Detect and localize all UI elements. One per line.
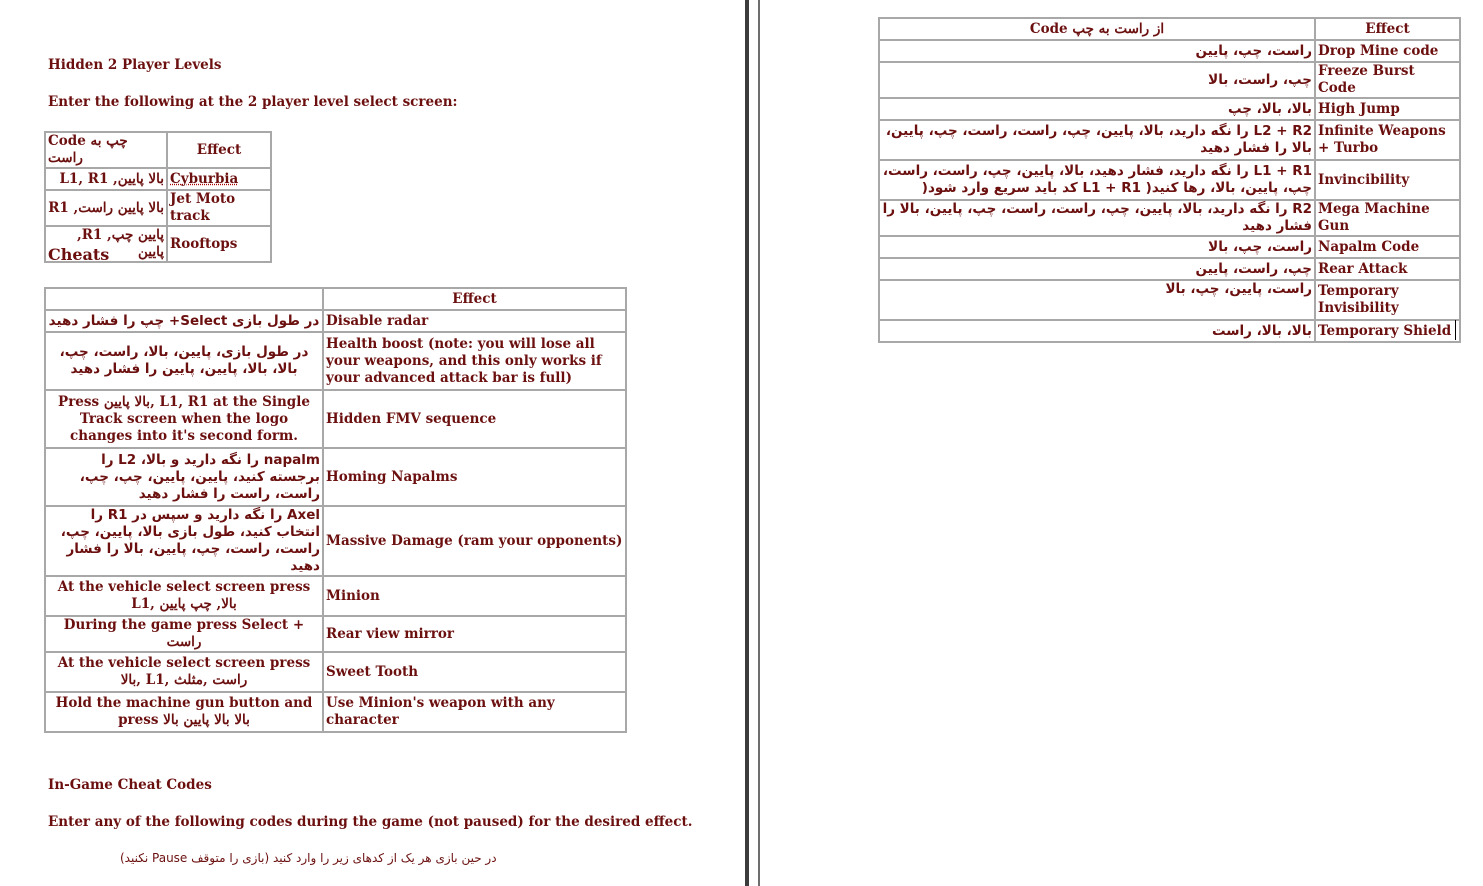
hidden-levels-intro: Enter the following at the 2 player level select screen:	[48, 94, 458, 110]
level-code: بالا پایین, L1, R1	[45, 168, 167, 190]
levels-table-header	[45, 132, 271, 168]
table-row	[45, 616, 626, 652]
table-row	[879, 40, 1460, 62]
code-cell: L1 + R1 را نگه دارید، فشار دهید، بالا، پایین، چپ، راست، راست، چپ، پایین، بالا، رها کنید( L1 + R1 کد باید سریع وارد شود(	[879, 160, 1315, 200]
table-row	[45, 652, 626, 692]
table-row	[879, 120, 1460, 160]
cheat-code: napalm را نگه دارید و بالا، L2 را برجسته کنید، پایین، پایین، چپ، چپ، راست، راست را فشار دهید	[45, 448, 323, 506]
table-row	[879, 200, 1460, 236]
table-row	[45, 390, 626, 448]
cheat-effect: Health boost (note: you will lose all your weapons, and this only works if your advanced attack bar is full)	[323, 332, 626, 390]
cheats-header-code	[45, 288, 323, 310]
level-code: پایین چپ, R1, پایین	[45, 226, 167, 262]
table-row	[45, 576, 626, 616]
ingame-title: In-Game Cheat Codes	[48, 777, 212, 793]
level-code: بالا پایین راست, R1	[45, 190, 167, 226]
text-cursor	[1455, 320, 1456, 340]
table-row	[879, 98, 1460, 120]
table-row	[45, 448, 626, 506]
code-cell: چپ، راست، پایین	[879, 258, 1315, 280]
effect-cell: Temporary Invisibility	[1315, 280, 1460, 320]
cheat-effect: Sweet Tooth	[323, 652, 626, 692]
table-row	[879, 236, 1460, 258]
levels-header-code: Code چپ به راست	[45, 132, 167, 168]
table-row	[879, 258, 1460, 280]
table-row	[879, 320, 1460, 342]
effect-cell: High Jump	[1315, 98, 1460, 120]
codes-header-code: Code از راست به چپ	[879, 18, 1315, 40]
level-effect: Rooftops	[167, 226, 271, 262]
cheat-effect: Homing Napalms	[323, 448, 626, 506]
cheat-effect: Disable radar	[323, 310, 626, 332]
code-cell: راست، پایین، چپ، بالا	[879, 280, 1315, 320]
cheat-code: At the vehicle select screen press بالا, L1, راست ,مثلث	[45, 652, 323, 692]
level-effect: Jet Moto track	[167, 190, 271, 226]
code-cell: بالا، بالا، چپ	[879, 98, 1315, 120]
effect-cell: Rear Attack	[1315, 258, 1460, 280]
cheat-effect: Use Minion's weapon with any character	[323, 692, 626, 732]
table-row	[879, 62, 1460, 98]
effect-cell: Drop Mine code	[1315, 40, 1460, 62]
table-row	[45, 310, 626, 332]
code-cell: R2 را نگه دارید، بالا، پایین، چپ، راست، راست، چپ، پایین، بالا را فشار دهید	[879, 200, 1315, 236]
page-separator	[745, 0, 762, 886]
effect-cell: Infinite Weapons + Turbo	[1315, 120, 1460, 160]
table-row	[45, 190, 271, 226]
table-row	[45, 506, 626, 576]
code-cell: L2 + R2 را نگه دارید، بالا، پایین، چپ، راست، راست، چپ، پایین، بالا را فشار دهید	[879, 120, 1315, 160]
cheat-code: Press بالا پایین, L1, R1 at the Single Track screen when the logo changes into it's second form.	[45, 390, 323, 448]
table-row	[45, 332, 626, 390]
table-row	[879, 160, 1460, 200]
cheats-header-effect: Effect	[323, 288, 626, 310]
levels-header-effect: Effect	[167, 132, 271, 168]
table-row	[879, 280, 1460, 320]
codes-table-header	[879, 18, 1460, 40]
effect-cell: Mega Machine Gun	[1315, 200, 1460, 236]
code-cell: چپ، راست، بالا	[879, 62, 1315, 98]
table-row	[45, 168, 271, 190]
ingame-intro-fa: در حین بازی هر یک از کدهای زیر را وارد کنید (بازی را متوقف Pause نکنید)	[120, 851, 497, 865]
cheat-code: During the game press Select + راست	[45, 616, 323, 652]
cheats-title: Cheats	[48, 245, 110, 264]
code-cell: راست، چپ، پایین	[879, 40, 1315, 62]
hidden-levels-title: Hidden 2 Player Levels	[48, 57, 222, 73]
effect-cell: Freeze Burst Code	[1315, 62, 1460, 98]
cheat-code: At the vehicle select screen press L1, بالا, چپ پایین	[45, 576, 323, 616]
codes-table	[878, 17, 1461, 343]
ingame-intro: Enter any of the following codes during the game (not paused) for the desired effect.	[48, 814, 693, 830]
code-cell: بالا، بالا، راست	[879, 320, 1315, 342]
cheat-effect: Hidden FMV sequence	[323, 390, 626, 448]
code-cell: راست، چپ، بالا	[879, 236, 1315, 258]
cheat-code: Axel را نگه دارید و سپس در R1 را انتخاب کنید، طول بازی بالا، پایین، چپ، راست، راست، چپ، پایین، بالا را فشار دهید	[45, 506, 323, 576]
cheat-effect: Minion	[323, 576, 626, 616]
cheat-code: در طول بازی، پایین، بالا، راست، چپ، بالا، بالا، پایین، پایین را فشار دهید	[45, 332, 323, 390]
levels-table	[44, 131, 272, 263]
effect-cell: Invincibility	[1315, 160, 1460, 200]
table-row	[45, 692, 626, 732]
cheat-code: Hold the machine gun button and press بالا بالا پایین بالا	[45, 692, 323, 732]
codes-header-effect: Effect	[1315, 18, 1460, 40]
right-document-page	[762, 0, 1483, 886]
level-effect: Cyburbia	[167, 168, 271, 190]
cheat-code: در طول بازی Select+ چپ را فشار دهید	[45, 310, 323, 332]
effect-cell: Temporary Shield	[1315, 320, 1460, 342]
effect-cell: Napalm Code	[1315, 236, 1460, 258]
cheats-table	[44, 287, 627, 733]
cheats-table-header	[45, 288, 626, 310]
cheat-effect: Massive Damage (ram your opponents)	[323, 506, 626, 576]
cheat-effect: Rear view mirror	[323, 616, 626, 652]
